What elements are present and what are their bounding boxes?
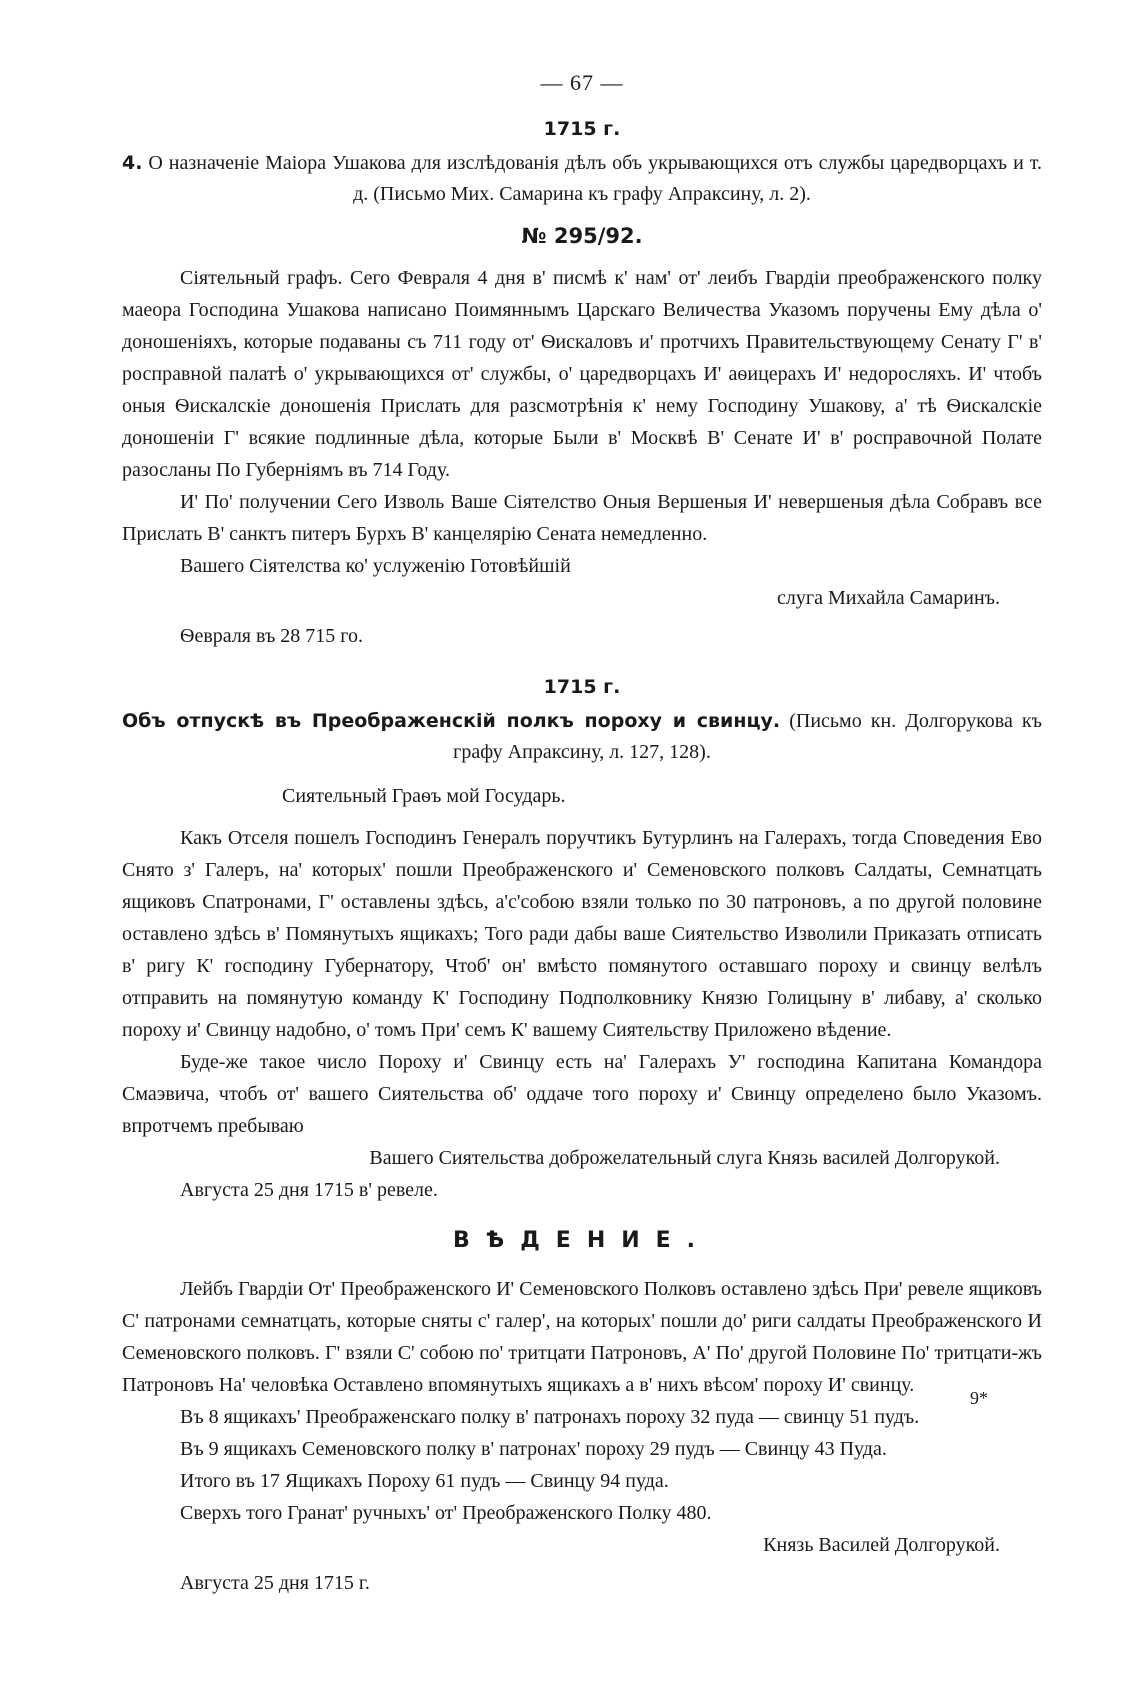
section2-title-lead: Объ отпускѣ въ Преображенскiй полкъ пороху и свинцу. bbox=[122, 710, 781, 732]
vedenie-signature: Князь Василей Долгорукой. bbox=[763, 1534, 1000, 1556]
section2-salutation: Сиятельный Граѳъ мой Государь. bbox=[282, 785, 566, 807]
section2-title-text: (Письмо кн. Долгорукова къ графу Апраксину, л. 127, 128). bbox=[453, 710, 1042, 763]
vedenie-date: Августа 25 дня 1715 г. bbox=[180, 1572, 370, 1594]
section2-title bbox=[122, 706, 1042, 768]
section1-date: Ѳевраля въ 28 715 го. bbox=[180, 625, 363, 647]
section2-paragraph2: Буде-же такое число Пороху и' Свинцу есть на' Галерахъ У' господина Капитана Командора Смаэвича, чтобъ от' вашего Сиятельства об' оддаче того пороху и' Свинцу определено было Указомъ. впротчемъ пребываю bbox=[122, 1051, 1042, 1137]
section2-year: 1715 г. bbox=[543, 676, 621, 698]
section1-closing: Вашего Сiятелства ко' услуженiю Готовѣйшiй bbox=[180, 555, 571, 577]
section1-title-lead: 4. bbox=[122, 152, 143, 174]
section1-title bbox=[122, 148, 1042, 210]
vedenie-heading: ВѢДЕНИЕ. bbox=[452, 1228, 712, 1253]
footer-mark: 9* bbox=[970, 1388, 988, 1408]
section2-paragraph1: Какъ Отселя пошелъ Господинъ Генералъ поручтикъ Бутурлинъ на Галерахъ, тогда Споведения Ево Снято з' Галеръ, на' которых' пошли Преображенского и' Семеновского полковъ Салдаты, Семнатцать ящиковъ Спатронами, Г' оставлены здѣсь, а'с'собою взяли только по 30 патроновъ, а по другой половине оставлено здѣсь в' Помянутыхъ ящикахъ; Того ради дабы ваше Сиятельство Изволили Приказать отписать в' ригу К' господину Губернатору, Чтоб' он' вмѣсто помянутого оставшаго пороху и свинцу велѣлъ отправить на помянутую команду К' Господину Подполковнику Князю Голицыну в' либаву, а' сколько пороху и' Свинцу надобно, о' томъ При' семъ К' вашему Сиятельству Приложено вѣдение. bbox=[122, 827, 1042, 1041]
section1-signature: слуга Михайла Самаринъ. bbox=[777, 587, 1000, 609]
doc-number: № 295/92. bbox=[521, 224, 643, 248]
section2-date: Августа 25 дня 1715 в' ревеле. bbox=[180, 1179, 438, 1201]
vedenie-item: Въ 9 ящикахъ Семеновского полку в' патронах' пороху 29 пудъ — Свинцу 43 Пуда. bbox=[180, 1438, 887, 1460]
section1-year: 1715 г. bbox=[543, 118, 621, 140]
section2-closing: Вашего Сиятельства доброжелательный слуга Князь василей Долгорукой. bbox=[369, 1147, 1000, 1169]
section1-paragraph1: Сiятельный графъ. Сего Февраля 4 дня в' писмѣ к' нам' от' леибъ Гвардiи преображенского полку маеора Господина Ушакова написано Поимяннымъ Царскаго Величества Указомъ поручены Ему дѣла о' доношенiяхъ, которые подаваны съ 711 году от' Ѳискаловъ и' протчихъ Правительствующему Сенату Г' в' росправной палатѣ о' укрывающихся от' службы, о' царедворцахъ И' аѳицерахъ И' недоросляхъ. И' чтобъ оныя Ѳискалскiе доношенiя Прислать для разсмотрѣнiя к' нему Господину Ушакову, а' тѣ Ѳискалскiе доношенiи Г' всякие подлинные дѣла, которые Были в' Москвѣ В' Сенате И' в' росправочной Полате разосланы По Губернiямъ въ 714 Году. bbox=[122, 267, 1042, 481]
section1-title-text: О назначенiе Маiора Ушакова для изслѣдованiя дѣлъ объ укрывающихся отъ службы царедворцахъ и т. д. (Письмо Мих. Самарина къ графу Апраксину, л. 2). bbox=[142, 152, 1042, 205]
vedenie-paragraph: Лейбъ Гвардiи От' Преображенского И' Семеновского Полковъ оставлено здѣсь При' ревеле ящиковъ С' патронами семнатцать, которые сняты с' галер', на которых' пошли до' риги салдаты Преображенского И Семеновского полковъ. Г' взяли С' собою по' тритцати Патроновъ, А' По' другой Половине По' тритцати-жъ Патроновъ На' человѣка Оставлено впомянутыхъ ящикахъ а в' нихъ вѣсом' пороху И' свинцу. bbox=[122, 1278, 1042, 1396]
vedenie-item: Въ 8 ящикахъ' Преображенскаго полку в' патронахъ пороху 32 пуда — свинцу 51 пудъ. bbox=[180, 1406, 920, 1428]
vedenie-item: Итого въ 17 Ящикахъ Пороху 61 пудъ — Свинцу 94 пуда. bbox=[180, 1470, 669, 1492]
section1-paragraph2: И' По' получении Сего Изволь Ваше Сiятелство Оныя Вершеныя И' невершеныя дѣла Собравъ все Прислать В' санктъ питеръ Бурхъ В' канцелярiю Сената немедленно. bbox=[122, 491, 1042, 545]
page-number: — 67 — bbox=[540, 70, 624, 95]
vedenie-item: Сверхъ того Гранат' ручныхъ' от' Преображенского Полку 480. bbox=[180, 1502, 712, 1524]
document-page bbox=[122, 58, 1042, 1599]
